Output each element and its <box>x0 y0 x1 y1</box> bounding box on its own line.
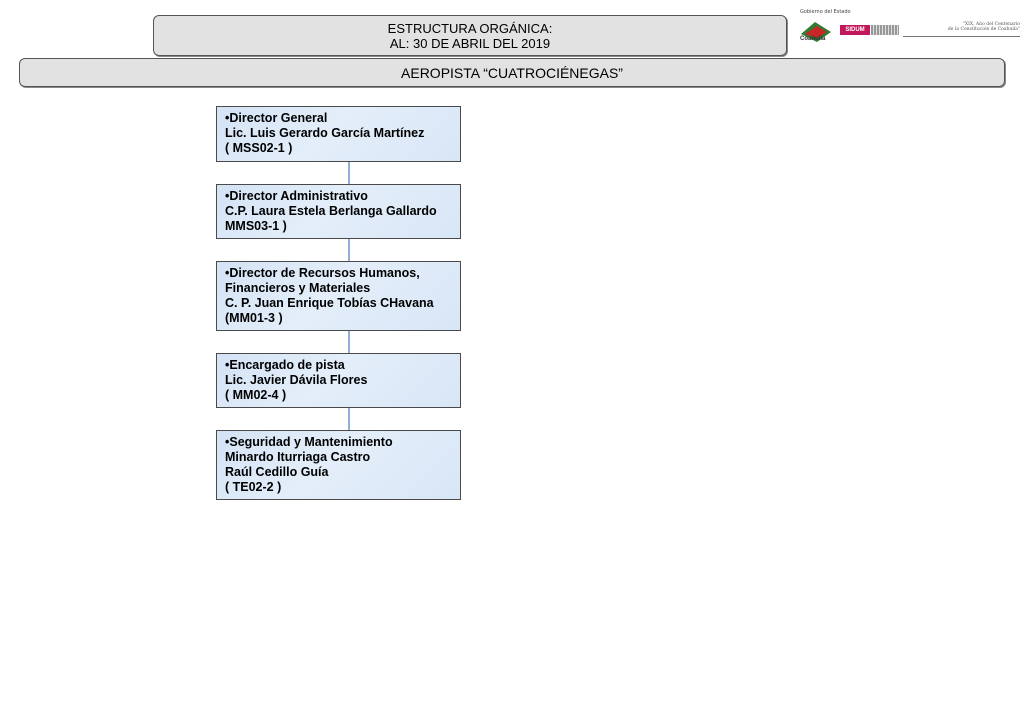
node-line: C.P. Laura Estela Berlanga Gallardo <box>225 204 437 218</box>
anniversary-line-2: de la Constitución de Coahuila" <box>947 27 1020 32</box>
node-line: ( MM02-4 ) <box>225 388 287 402</box>
logo-stripe <box>871 25 899 35</box>
node-line: (MM01-3 ) <box>225 311 283 325</box>
node-line: Lic. Javier Dávila Flores <box>225 373 368 387</box>
node-line: C. P. Juan Enrique Tobías CHavana <box>225 296 434 310</box>
node-line: Financieros y Materiales <box>225 281 371 295</box>
connector-3 <box>348 330 350 354</box>
connector-2 <box>348 238 350 262</box>
node-line: Lic. Luis Gerardo García Martínez <box>225 126 425 140</box>
node-line: ( MSS02-1 ) <box>225 141 293 155</box>
org-node-encargado-pista <box>216 353 461 408</box>
subtitle-box <box>19 58 1005 87</box>
title-line-1: ESTRUCTURA ORGÁNICA: <box>387 20 553 36</box>
sidum-logo: SIDUM <box>840 25 870 35</box>
org-node-director-general <box>216 106 461 162</box>
logo-area <box>795 8 1020 53</box>
org-node-recursos-humanos <box>216 261 461 331</box>
node-line: •Encargado de pista <box>225 358 345 372</box>
org-node-seguridad-mantenimiento <box>216 430 461 500</box>
node-line: •Director Administrativo <box>225 189 368 203</box>
node-line: •Director de Recursos Humanos, <box>225 266 420 280</box>
node-line: •Director General <box>225 111 328 125</box>
node-line: •Seguridad y Mantenimiento <box>225 435 393 449</box>
connector-1 <box>348 161 350 185</box>
node-line: Raúl Cedillo Guía <box>225 465 329 479</box>
coahuila-label: Coahuila <box>800 36 826 42</box>
title-box <box>153 15 787 56</box>
node-line: MMS03-1 ) <box>225 219 287 233</box>
anniversary-line-1: "XIX, Año del Centenario <box>962 22 1020 27</box>
anniversary-text <box>903 22 1020 37</box>
org-node-director-administrativo <box>216 184 461 239</box>
connector-4 <box>348 407 350 431</box>
subtitle: AEROPISTA “CUATROCIÉNEGAS” <box>401 64 623 81</box>
gobierno-label: Gobierno del Estado <box>800 9 851 15</box>
node-line: Minardo Iturriaga Castro <box>225 450 371 464</box>
title-line-2: AL: 30 DE ABRIL DEL 2019 <box>389 35 551 51</box>
node-line: ( TE02-2 ) <box>225 480 282 494</box>
